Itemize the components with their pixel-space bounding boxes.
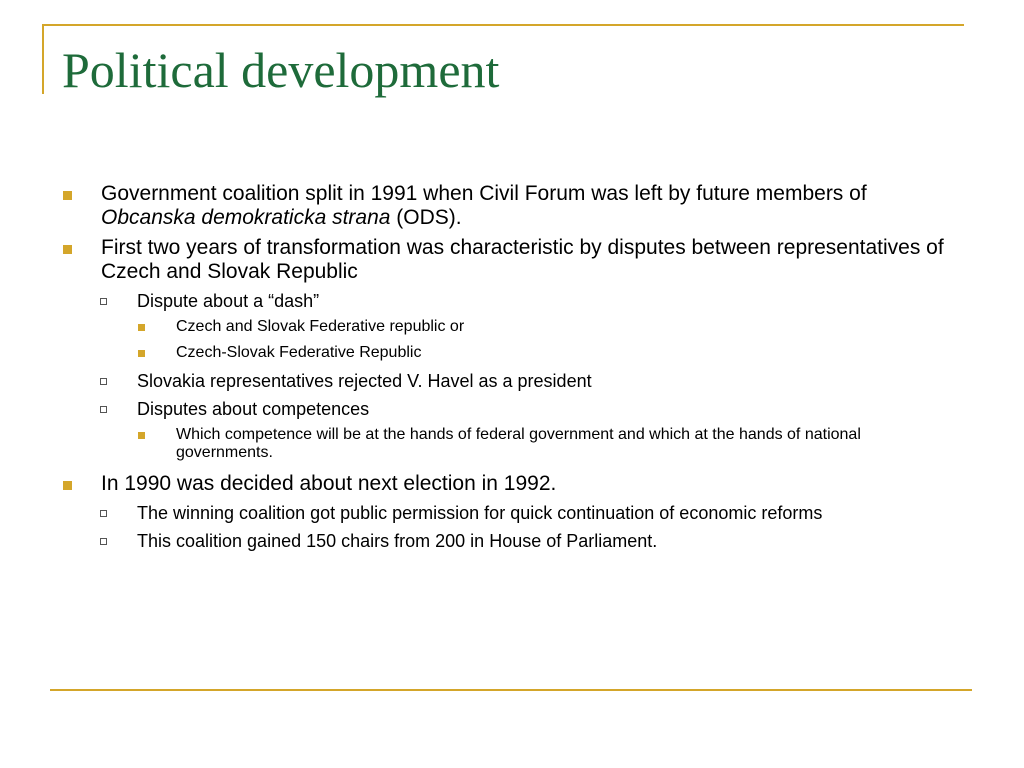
left-border-line bbox=[42, 24, 44, 94]
hollow-square-bullet-icon bbox=[100, 298, 107, 305]
bullet-text: In 1990 was decided about next election in 1992. bbox=[101, 472, 557, 495]
square-bullet-icon bbox=[138, 350, 145, 357]
top-border-line bbox=[42, 24, 964, 26]
sub-bullet-dash-dispute bbox=[0, 290, 1024, 312]
bullet-text: The winning coalition got public permission for quick continuation of economic reforms bbox=[137, 503, 823, 523]
bullet-item-election bbox=[0, 472, 1024, 496]
hollow-square-bullet-icon bbox=[100, 378, 107, 385]
bullet-text: Government coalition split in 1991 when Civil Forum was left by future members of bbox=[101, 182, 867, 205]
square-bullet-icon bbox=[63, 245, 72, 254]
sub-sub-bullet-name-2 bbox=[0, 344, 1024, 362]
hollow-square-bullet-icon bbox=[100, 510, 107, 517]
bullet-text: Czech-Slovak Federative Republic bbox=[176, 344, 422, 361]
bullet-text: Which competence will be at the hands of federal government and which at the hands of national governments. bbox=[176, 426, 861, 461]
bullet-text: Disputes about competences bbox=[137, 399, 370, 419]
hollow-square-bullet-icon bbox=[100, 538, 107, 545]
party-name-italic: Obcanska demokraticka strana bbox=[101, 206, 391, 229]
square-bullet-icon bbox=[138, 432, 145, 439]
sub-bullet-competences bbox=[0, 398, 1024, 420]
bullet-text: Slovakia representatives rejected V. Havel as a president bbox=[137, 371, 592, 391]
bullet-item-transformation bbox=[0, 236, 1024, 284]
bullet-list bbox=[0, 182, 1024, 552]
sub-sub-bullet-name-1 bbox=[0, 318, 1024, 336]
bottom-border-line bbox=[50, 689, 972, 691]
sub-sub-bullet-competence-detail bbox=[0, 426, 1024, 462]
slide-title: Political development bbox=[62, 42, 500, 98]
hollow-square-bullet-icon bbox=[100, 406, 107, 413]
sub-bullet-havel bbox=[0, 370, 1024, 392]
square-bullet-icon bbox=[63, 191, 72, 200]
bullet-item-coalition-split bbox=[0, 182, 1024, 230]
square-bullet-icon bbox=[63, 481, 72, 490]
bullet-text: Dispute about a “dash” bbox=[137, 291, 320, 311]
square-bullet-icon bbox=[138, 324, 145, 331]
bullet-text: First two years of transformation was characteristic by disputes between representatives of Czech and Slovak Republic bbox=[101, 236, 944, 283]
bullet-text: This coalition gained 150 chairs from 200 in House of Parliament. bbox=[137, 531, 658, 551]
sub-bullet-parliament-chairs bbox=[0, 530, 1024, 552]
sub-bullet-winning-coalition bbox=[0, 502, 1024, 524]
bullet-text: Czech and Slovak Federative republic or bbox=[176, 318, 465, 335]
bullet-text-suffix: (ODS). bbox=[390, 206, 462, 229]
